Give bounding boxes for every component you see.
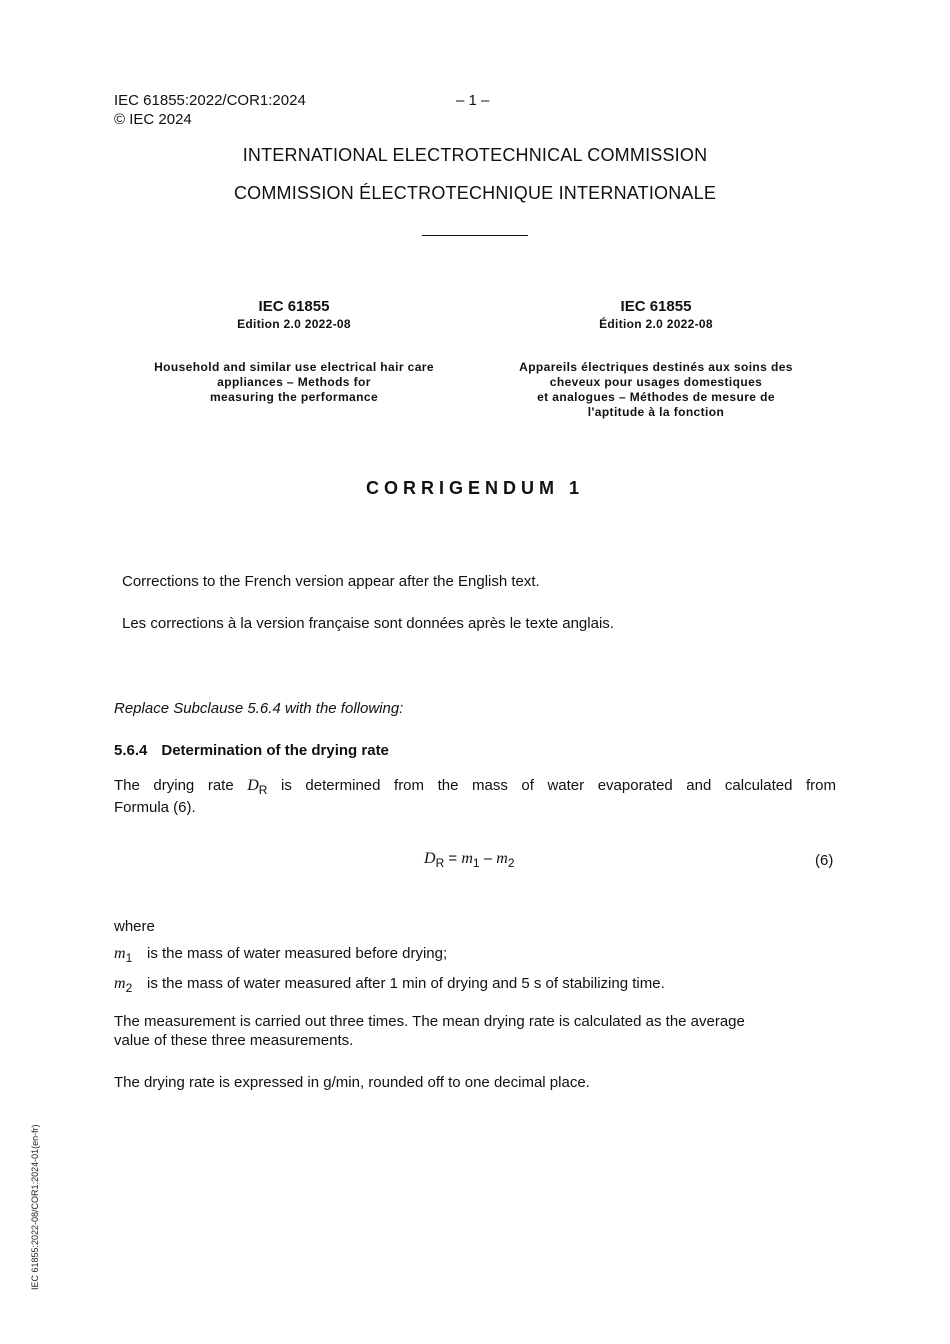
definition-symbol: m	[114, 975, 126, 992]
title-line: Appareils électriques destinés aux soins des	[519, 360, 793, 374]
edition: Edition 2.0 2022-08	[237, 317, 351, 331]
page-number: – 1 –	[456, 92, 490, 109]
where-label: where	[114, 918, 155, 935]
paragraph-units: The drying rate is expressed in g/min, rounded off to one decimal place.	[114, 1074, 590, 1091]
formula-symbol: m	[496, 850, 508, 867]
formula-operator: –	[483, 850, 493, 867]
formula-number: (6)	[815, 852, 834, 869]
organisation-name-en: INTERNATIONAL ELECTROTECHNICAL COMMISSION	[242, 145, 708, 165]
formula	[424, 849, 515, 873]
text: The drying rate	[114, 777, 234, 794]
paragraph-drying-rate-line2: Formula (6).	[114, 799, 196, 816]
text: is determined from the mass of water evaporated and calculated from	[281, 777, 836, 794]
title-line: et analogues – Méthodes de mesure de	[537, 390, 775, 404]
title-line: cheveux pour usages domestiques	[549, 375, 763, 389]
standard-title	[124, 360, 464, 405]
formula-subscript: 1	[472, 856, 480, 870]
side-document-code: IEC 61855:2022-08/COR1:2024-01(en-fr)	[30, 1124, 40, 1290]
document-reference: IEC 61855:2022/COR1:2024	[114, 92, 306, 109]
title-line: measuring the performance	[209, 390, 379, 404]
formula-symbol: D	[424, 850, 436, 867]
definition-subscript: 2	[125, 981, 133, 995]
formula-symbol: m	[461, 850, 473, 867]
paragraph-drying-rate	[114, 776, 836, 800]
standard-number: IEC 61855	[620, 298, 692, 315]
title-line: Household and similar use electrical hair care	[154, 360, 434, 374]
standard-block-en	[124, 297, 464, 405]
definition-text: is the mass of water measured before drying;	[147, 945, 448, 962]
corrigendum-title: CORRIGENDUM 1	[365, 478, 584, 498]
definition-symbol: m	[114, 945, 126, 962]
section-title: Determination of the drying rate	[161, 742, 389, 759]
definition-m2	[114, 974, 132, 998]
copyright: © IEC 2024	[114, 111, 192, 128]
separator-rule	[422, 235, 528, 236]
paragraph-measurement-line2: value of these three measurements.	[114, 1032, 354, 1049]
symbol: D	[247, 777, 259, 794]
edition: Édition 2.0 2022-08	[599, 317, 713, 331]
section-number: 5.6.4	[114, 742, 148, 759]
symbol-subscript: R	[258, 783, 268, 797]
note-fr: Les corrections à la version française sont données après le texte anglais.	[122, 615, 614, 632]
formula-subscript: 2	[507, 856, 515, 870]
paragraph-measurement-line1: The measurement is carried out three times. The mean drying rate is calculated as the average	[114, 1013, 745, 1030]
section-heading	[114, 741, 389, 760]
standard-title	[486, 360, 826, 420]
formula-operator: =	[448, 850, 458, 867]
definition-m1	[114, 944, 132, 968]
note-en: Corrections to the French version appear after the English text.	[122, 573, 540, 590]
definition-subscript: 1	[125, 951, 133, 965]
organisation-name-fr: COMMISSION ÉLECTROTECHNIQUE INTERNATIONALE	[233, 183, 717, 203]
instruction: Replace Subclause 5.6.4 with the following:	[114, 700, 404, 717]
formula-subscript: R	[435, 856, 445, 870]
standard-number: IEC 61855	[258, 298, 330, 315]
title-line: appliances – Methods for	[217, 375, 371, 389]
title-line: l'aptitude à la fonction	[587, 405, 725, 419]
definition-text: is the mass of water measured after 1 min of drying and 5 s of stabilizing time.	[147, 975, 665, 992]
standard-block-fr	[486, 297, 826, 420]
